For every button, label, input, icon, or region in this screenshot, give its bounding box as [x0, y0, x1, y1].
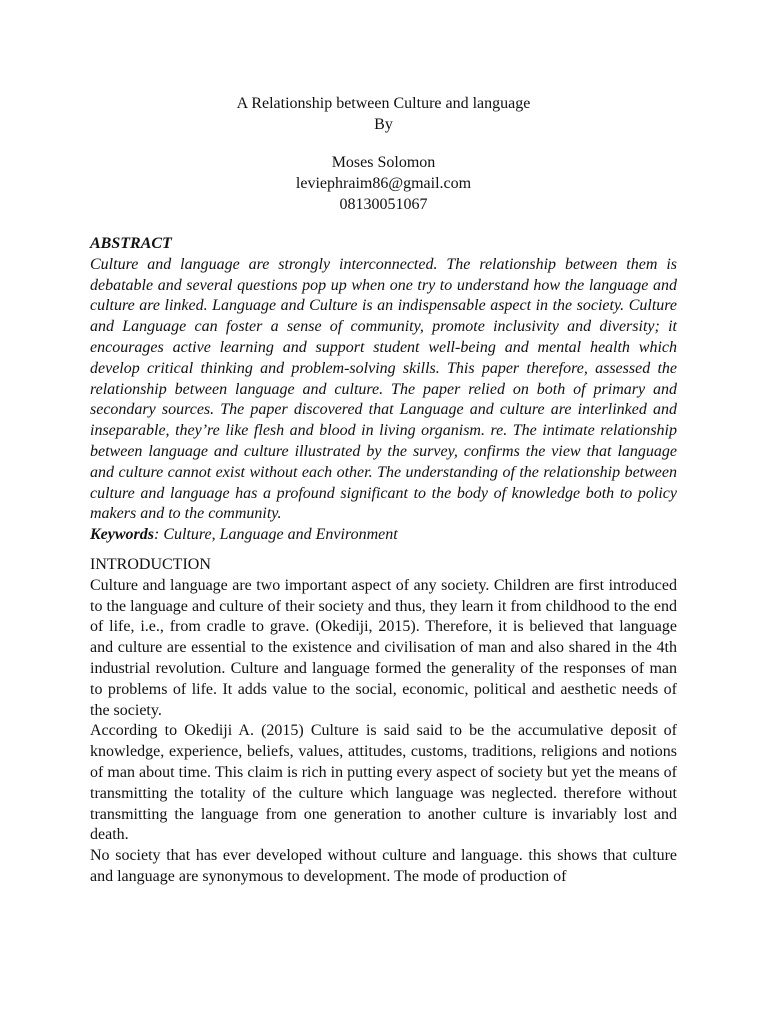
keywords-text: : Culture, Language and Environment: [154, 526, 398, 544]
keywords-label: Keywords: [90, 526, 154, 544]
abstract-heading: ABSTRACT: [90, 235, 172, 252]
paper-title: A Relationship between Culture and language: [236, 95, 531, 112]
intro-paragraph-2: According to Okediji A. (2015) Culture is said said to be the accumulative deposit of knowledge, experience, beliefs, values, attitudes, customs, traditions, religions and notions of man about time. This claim is rich in putting every aspect of society but yet the means of transmitting the totality of the culture which language was neglected. therefore without transmitting the language from one generation to another culture is invariably lost and death.: [90, 722, 677, 844]
by-line: By: [374, 116, 393, 133]
author-phone: 08130051067: [339, 196, 428, 213]
keywords-line: [90, 525, 677, 546]
introduction-heading: INTRODUCTION: [90, 555, 211, 573]
abstract-section: [90, 234, 677, 546]
author-email: leviephraim86@gmail.com: [295, 175, 472, 192]
abstract-text: Culture and language are strongly interconnected. The relationship between them is debatable and several questions pop up when one try to understand how the language and culture are linked. Language and Culture is an indispensable aspect in the society. Culture and Language can foster a sense of community, promote inclusivity and diversity; it encourages active learning and support student well-being and mental health which develop critical thinking and problem-solving skills. This paper therefore, assessed the relationship between language and culture. The paper relied on both of primary and secondary sources. The paper discovered that Language and culture are interlinked and inseparable, they’re like flesh and blood in living organism. re. The intimate relationship between language and culture illustrated by the survey, confirms the view that language and culture cannot exist without each other. The understanding of the relationship between culture and language has a profound significant to the body of knowledge both to policy makers and to the community.: [90, 255, 677, 523]
intro-paragraph-3: No society that has ever developed without culture and language. this shows that culture and language are synonymous to development. The mode of production of: [90, 847, 677, 885]
document-page: [90, 93, 677, 888]
author-name: Moses Solomon: [331, 154, 436, 171]
intro-paragraph-1: Culture and language are two important aspect of any society. Children are first introduced to the language and culture of their society and thus, they learn it from childhood to the end of life, i.e., from cradle to grave. (Okediji, 2015). Therefore, it is believed that language and culture are essential to the existence and civilisation of man and also shared in the 4th industrial revolution. Culture and language formed the generality of the responses of man to problems of life. It adds value to the social, economic, political and aesthetic needs of the society.: [90, 576, 677, 719]
title-block: [90, 93, 677, 215]
introduction-section: [90, 555, 677, 888]
